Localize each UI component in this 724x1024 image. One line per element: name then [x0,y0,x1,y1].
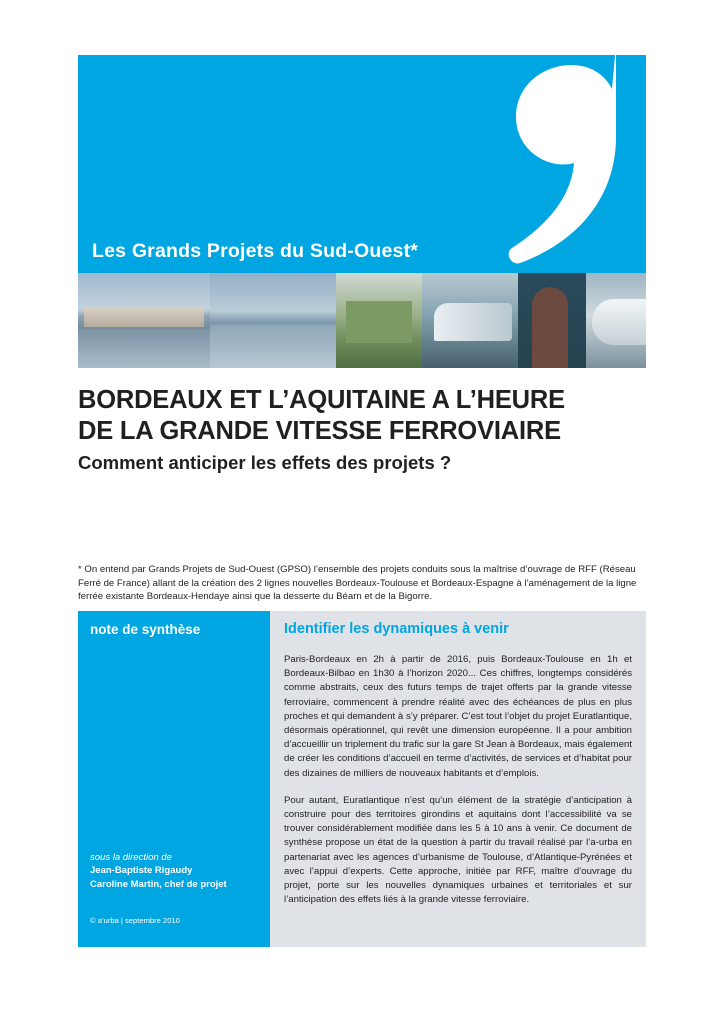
note-panel [78,611,270,947]
photo-strip [78,273,646,368]
summary-panel-title: Identifier les dynamiques à venir [284,621,509,637]
page-title-line-2: DE LA GRANDE VITESSE FERROVIAIRE [78,417,561,445]
footnote-text: * On entend par Grands Projets de Sud-Ouest (GPSO) l’ensemble des projets conduits sous la maîtrise d’ouvrage de RFF (Réseau Ferré de France) allant de la création des 2 lignes nouvelles Bordeaux-Toulouse et Bordeaux-Espagne à l’aménagement de la ligne ferrée existante Bordeaux-Hendaye ainsi que la desserte du Béarn et de la Bigorre. [78,564,637,602]
credits-direction-label: sous la direction de [90,851,172,863]
summary-panel [270,611,646,947]
quote-comma-icon [468,55,618,265]
photo-personne-silhouette [518,273,586,368]
page-title [78,385,658,447]
credits-block [90,851,227,892]
hero-brand-title: Les Grands Projets du Sud-Ouest* [92,240,419,262]
hero-banner [78,55,646,273]
credits-author-2: Caroline Martin, chef de projet [90,878,227,890]
photo-tramway-verdure [336,273,422,368]
page-subtitle: Comment anticiper les effets des projets ? [78,452,452,473]
summary-panel-body [284,653,632,920]
photo-miroir-eau [210,273,336,368]
note-panel-title: note de synthèse [90,622,201,637]
summary-paragraph-2: Pour autant, Euratlantique n’est qu’un élément de la stratégie d’anticipation à construire pour des territoires girondins et aquitains dont l’accessibilité va se trouver considérablement modifiée dans les 5 à 10 ans à venir. Ce document de synthèse propose un état de la question à partir du travail réalisé par l’a-urba en partenariat avec les agences d’urbanisme de Toulouse, d’Atlantique-Pyrénées et avec l’appui d’experts. Cette approche, initiée par RFF, maître d’ouvrage du projet, porte sur les nouvelles dynamiques urbaines et territoriales et sur l’anticipation des effets liés à la grande vitesse ferroviaire. [284,794,632,906]
credits-author-1: Jean-Baptiste Rigaudy [90,865,193,876]
copyright-text: © a’urba | septembre 2010 [90,916,180,925]
photo-place-bourse [78,273,210,368]
page-title-line-1: BORDEAUX ET L’AQUITAINE A L’HEURE [78,386,565,414]
summary-paragraph-1: Paris-Bordeaux en 2h à partir de 2016, puis Bordeaux-Toulouse en 1h et Bordeaux-Bilbao en 1h30 à l’horizon 2020... Ces chiffres, longtemps considérés comme abstraits, ceux des futurs temps de trajet offerts par la grande vitesse ferroviaire, commencent à prendre réalité avec des échéances de plus en plus proches et qui demandent à s’y préparer. C’est tout l’objet du projet Euratlantique, désormais opérationnel, qui revêt une dimension européenne. Il a pour ambition d’accueillir un triplement du trafic sur la gare St Jean à Bordeaux, mais également de créer les conditions d’accueil en terme d’activités, de services et d’habitat pour des dizaines de milliers de nouveaux habitants et d’emplois. [284,654,632,779]
photo-train-grande-vitesse [586,273,646,368]
photo-tgv-gare [422,273,518,368]
